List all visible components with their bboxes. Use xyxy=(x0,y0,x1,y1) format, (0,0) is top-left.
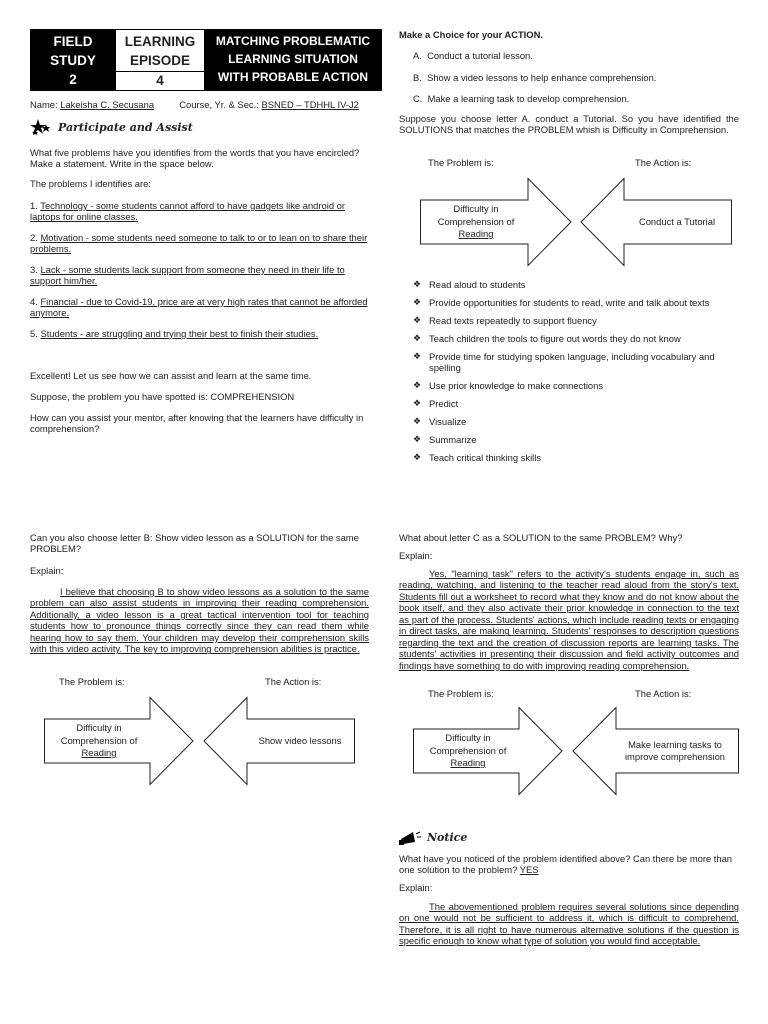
problem-line: Reading xyxy=(458,228,494,240)
diamond-bullet-icon: ❖ xyxy=(413,314,422,325)
field-study-cell xyxy=(31,30,115,90)
choice-title: Make a Choice for your ACTION. xyxy=(399,29,543,40)
action-line: Make learning tasks to xyxy=(628,738,722,750)
field-study-line-2: STUDY xyxy=(50,53,96,68)
strategy-list xyxy=(413,279,740,470)
problem-line: Reading xyxy=(81,747,117,759)
notice-title: Notice xyxy=(427,831,468,845)
problem-arrow-text xyxy=(48,719,150,763)
problem-number: 5. xyxy=(30,327,38,339)
problem-label: The Problem is: xyxy=(59,676,125,687)
list-item xyxy=(413,279,740,290)
problem-item xyxy=(30,200,372,223)
problem-line: Difficulty in xyxy=(445,732,491,744)
list-item-text: Read texts repeatedly to support fluency xyxy=(429,314,597,326)
diamond-bullet-icon: ❖ xyxy=(413,350,422,361)
list-item xyxy=(413,416,740,427)
how-question: How can you assist your mentor, after knowing that the learners have difficulty in comprehension? xyxy=(30,412,364,435)
notice-heading xyxy=(399,830,467,846)
problem-text: Motivation - some students need someone to talk to or to lean on to share their problems. xyxy=(30,231,368,255)
diamond-bullet-icon: ❖ xyxy=(413,398,422,409)
problems-list xyxy=(30,200,372,339)
list-item-text: Use prior knowledge to make connections xyxy=(429,380,604,392)
header-table xyxy=(30,29,382,91)
problem-arrow-text xyxy=(417,729,519,773)
choice-option xyxy=(413,93,656,104)
problem-text: Students - are struggling and trying their best to finish their studies. xyxy=(40,327,319,339)
list-item-text: Teach critical thinking skills xyxy=(429,452,542,464)
diamond-bullet-icon: ❖ xyxy=(413,279,422,289)
action-arrow xyxy=(580,178,732,266)
notice-answer: YES xyxy=(519,864,539,876)
problem-item xyxy=(30,328,372,339)
course-value: BSNED – TDHHL IV-J2 xyxy=(261,99,359,110)
choice-option xyxy=(413,72,656,94)
diamond-bullet-icon: ❖ xyxy=(413,452,422,463)
choice-options xyxy=(413,50,656,104)
participate-title: Participate and Assist xyxy=(58,121,193,135)
course-label: Course, Yr. & Sec.: xyxy=(179,99,259,110)
option-letter: C. xyxy=(413,93,423,104)
problem-line: Reading xyxy=(450,757,486,769)
episode-title-line-3: WITH PROBABLE ACTION xyxy=(217,70,369,84)
problem-line: Comprehension of xyxy=(60,734,138,746)
action-label: The Action is: xyxy=(635,688,692,699)
problem-number: 4. xyxy=(30,295,38,307)
list-item xyxy=(413,398,740,409)
option-text: Make a learning task to develop comprehension. xyxy=(427,93,630,104)
field-study-line-1: FIELD xyxy=(53,34,93,49)
learning-episode-line-1: LEARNING xyxy=(124,34,196,49)
action-arrow xyxy=(572,707,739,795)
action-arrow-text xyxy=(245,719,355,763)
problem-arrow-text xyxy=(424,200,528,244)
list-item-text: Provide opportunities for students to read, write and talk about texts xyxy=(429,296,710,308)
problem-line: Difficulty in xyxy=(76,722,122,734)
problem-line: Comprehension of xyxy=(437,215,515,227)
list-item-text: Read aloud to students xyxy=(429,279,526,290)
problem-item xyxy=(30,264,372,287)
problem-text: Technology - some students cannot afford to have gadgets like android or laptops for online classes. xyxy=(30,200,345,223)
option-c-explanation: Yes, "learning task" refers to the activity's students engage in, such as reading, watching, and listening to the teacher read aloud from the story's text. Students fill out a worksheet to record what they know and do not know about the book itself, and they also activate their prior knowledge in connection to the text as part of the process. Students' actions, which include reading texts or engaging in direct tasks, are making learning. Students' responses to description questions regarding the text and the creation of discussion reports are learning tasks. The students' activities in presenting their discussion and field activity outcomes and findings have something to do with improving reading comprehension. xyxy=(399,568,739,671)
list-item xyxy=(413,297,740,308)
diamond-bullet-icon: ❖ xyxy=(413,380,422,391)
name-value: Lakeisha C. Secusana xyxy=(60,99,155,110)
suppose-a-text: Suppose you choose letter A. conduct a Tutorial. So you have identified the SOLUTIONS that matches the PROBLEM whish is Difficulty in Comprehension. xyxy=(399,113,739,136)
option-c-question: What about letter C as a SOLUTION to the same PROBLEM? Why? xyxy=(399,532,683,543)
action-arrow-text xyxy=(612,729,738,773)
list-item xyxy=(413,452,740,463)
action-line: improve comprehension xyxy=(624,751,726,762)
problem-line: Comprehension of xyxy=(429,744,507,756)
problem-number: 3. xyxy=(30,263,38,275)
star-cluster-icon xyxy=(30,118,52,138)
problem-arrow xyxy=(44,697,194,785)
problems-question: What five problems have you identifies from the words that you have encircled? Make a statement. Write in the space below. xyxy=(30,147,360,170)
list-item-text: Provide time for studying spoken language, including vocabulary and spelling xyxy=(429,350,715,374)
problem-arrow xyxy=(420,178,572,266)
choice-option xyxy=(413,50,656,72)
learning-episode-line-2: EPISODE xyxy=(129,53,191,68)
list-item-text: Predict xyxy=(429,398,459,410)
option-b-explanation: I believe that choosing B to show video lessons as a solution to the same problem can also assist students in improving their reading comprehension. Additionally, a video lesson is a great tactical intervention tool for teaching students how to pronounce things correctly since they can read them while hearing how to say them. Your children may develop their comprehension skills with this video activity. The key to improving comprehension abilities is practice. xyxy=(30,586,369,655)
option-b-explain-label: Explain: xyxy=(30,565,64,576)
diamond-bullet-icon: ❖ xyxy=(413,416,422,427)
list-item-text: Teach children the tools to figure out words they do not know xyxy=(429,332,681,344)
notice-explain-label: Explain: xyxy=(399,882,433,893)
name-label: Name: xyxy=(30,99,58,110)
option-text: Show a video lessons to help enhance comprehension. xyxy=(427,71,657,83)
episode-title-line-2: LEARNING SITUATION xyxy=(228,52,358,66)
action-line: Conduct a Tutorial xyxy=(638,215,716,227)
problem-label: The Problem is: xyxy=(428,157,494,168)
problems-intro: The problems I identifies are: xyxy=(30,178,151,189)
episode-title-line-1: MATCHING PROBLEMATIC xyxy=(215,34,371,48)
list-item xyxy=(413,434,740,445)
problem-line: Difficulty in xyxy=(453,203,499,215)
action-label: The Action is: xyxy=(265,676,322,687)
student-info xyxy=(30,99,380,110)
list-item xyxy=(413,380,740,391)
option-b-question: Can you also choose letter B: Show video lesson as a SOLUTION for the same PROBLEM? xyxy=(30,532,359,555)
notice-question-text: What have you noticed of the problem identified above? Can there be more than one solution to the problem? xyxy=(399,853,733,876)
participate-heading xyxy=(30,118,193,138)
list-item xyxy=(413,333,740,344)
problem-number: 2. xyxy=(30,231,38,243)
option-text: Conduct a tutorial lesson. xyxy=(427,50,533,61)
option-c-explain-label: Explain: xyxy=(399,550,433,561)
field-study-number: 2 xyxy=(69,72,77,87)
action-arrow-text xyxy=(622,200,732,244)
problem-number: 1. xyxy=(30,200,38,211)
action-label: The Action is: xyxy=(635,157,692,168)
diamond-bullet-icon: ❖ xyxy=(413,434,422,445)
problem-label: The Problem is: xyxy=(428,688,494,699)
diamond-bullet-icon: ❖ xyxy=(413,332,422,343)
megaphone-icon xyxy=(399,830,421,846)
problem-text: Lack - some students lack support from someone they need in their life to support him/her. xyxy=(30,263,345,287)
list-item xyxy=(413,351,740,374)
list-item-text: Summarize xyxy=(429,434,477,446)
problem-item xyxy=(30,296,372,319)
episode-number: 4 xyxy=(116,71,204,90)
problem-item xyxy=(30,232,372,255)
action-arrow xyxy=(203,697,355,785)
list-item xyxy=(413,315,740,326)
notice-question xyxy=(399,853,739,876)
learning-episode-cell xyxy=(115,30,204,90)
episode-title-cell xyxy=(204,30,381,90)
problem-text: Financial - due to Covid-19, price are at very high rates that cannot be afforded anymore. xyxy=(30,295,368,319)
problem-arrow xyxy=(413,707,563,795)
suppose-text: Suppose, the problem you have spotted is: COMPREHENSION xyxy=(30,391,295,402)
option-letter: B. xyxy=(413,71,422,83)
list-item-text: Visualize xyxy=(429,416,467,428)
notice-explanation: The abovementioned problem requires several solutions since depending on one would not be sufficient to address it, which is difficult to comprehend. Therefore, it is all right to have numerous alternative solutions if the question is specific enough to know what type of solution you would find acceptable. xyxy=(399,901,739,947)
diamond-bullet-icon: ❖ xyxy=(413,296,422,307)
excellent-text: Excellent! Let us see how we can assist and learn at the same time. xyxy=(30,370,312,381)
option-letter: A. xyxy=(413,50,422,61)
action-line: Show video lessons xyxy=(258,734,342,746)
